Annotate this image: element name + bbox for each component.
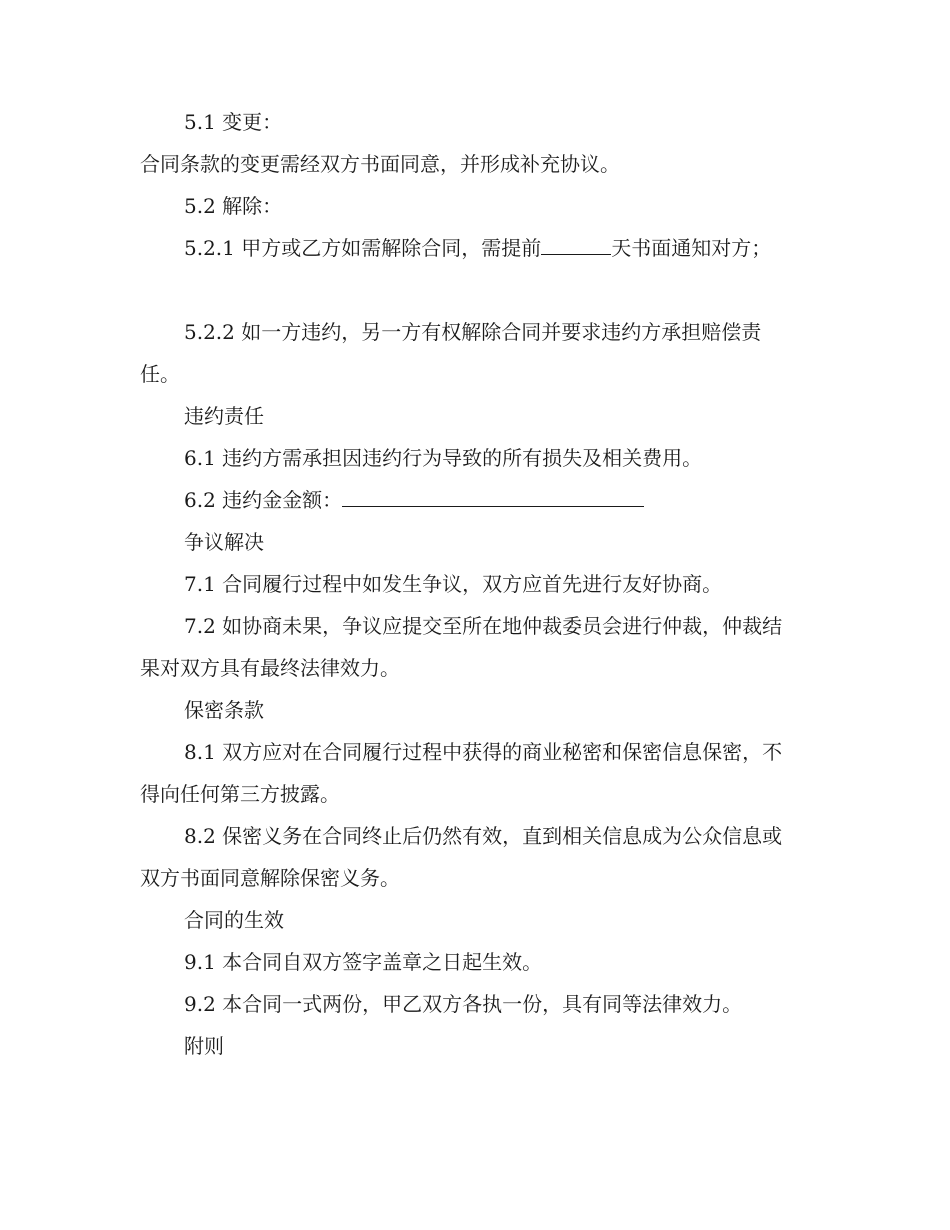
clause-7-1: 7.1 合同履行过程中如发生争议，双方应首先进行友好协商。 xyxy=(184,572,723,596)
section-breach-liability-heading: 违约责任 xyxy=(184,404,264,428)
clause-6-1: 6.1 违约方需承担因违约行为导致的所有损失及相关费用。 xyxy=(184,446,703,470)
clause-5-2-1-text-before: 5.2.1 甲方或乙方如需解除合同，需提前 xyxy=(184,236,542,260)
clause-6-2 xyxy=(140,479,800,521)
clause-8-1: 8.1 双方应对在合同履行过程中获得的商业秘密和保密信息保密，不得向任何第三方披露。 xyxy=(140,740,783,806)
clause-5-1-heading: 5.1 变更： xyxy=(184,110,283,134)
clause-5-2-1-text-after: 天书面通知对方； xyxy=(611,236,772,260)
clause-5-2-2: 5.2.2 如一方违约，另一方有权解除合同并要求违约方承担赔偿责任。 xyxy=(140,320,762,386)
clause-9-1: 9.1 本合同自双方签字盖章之日起生效。 xyxy=(184,950,543,974)
clause-8-2: 8.2 保密义务在合同终止后仍然有效，直到相关信息成为公众信息或双方书面同意解除保密义务。 xyxy=(140,824,783,890)
section-dispute-resolution-heading: 争议解决 xyxy=(184,530,264,554)
clause-7-2: 7.2 如协商未果，争议应提交至所在地仲裁委员会进行仲裁，仲裁结果对双方具有最终法律效力。 xyxy=(140,614,783,680)
clause-5-1-body: 合同条款的变更需经双方书面同意，并形成补充协议。 xyxy=(140,152,620,176)
penalty-amount-blank xyxy=(342,484,644,507)
section-appendix-heading: 附则 xyxy=(184,1034,224,1058)
section-effectiveness-heading: 合同的生效 xyxy=(184,908,284,932)
clause-9-2: 9.2 本合同一式两份，甲乙双方各执一份，具有同等法律效力。 xyxy=(184,992,743,1016)
notice-days-blank xyxy=(541,232,611,255)
clause-5-2-1 xyxy=(140,227,800,269)
section-confidentiality-heading: 保密条款 xyxy=(184,698,264,722)
clause-6-2-text: 6.2 违约金金额： xyxy=(184,488,343,512)
clause-5-2-heading: 5.2 解除： xyxy=(184,194,283,218)
